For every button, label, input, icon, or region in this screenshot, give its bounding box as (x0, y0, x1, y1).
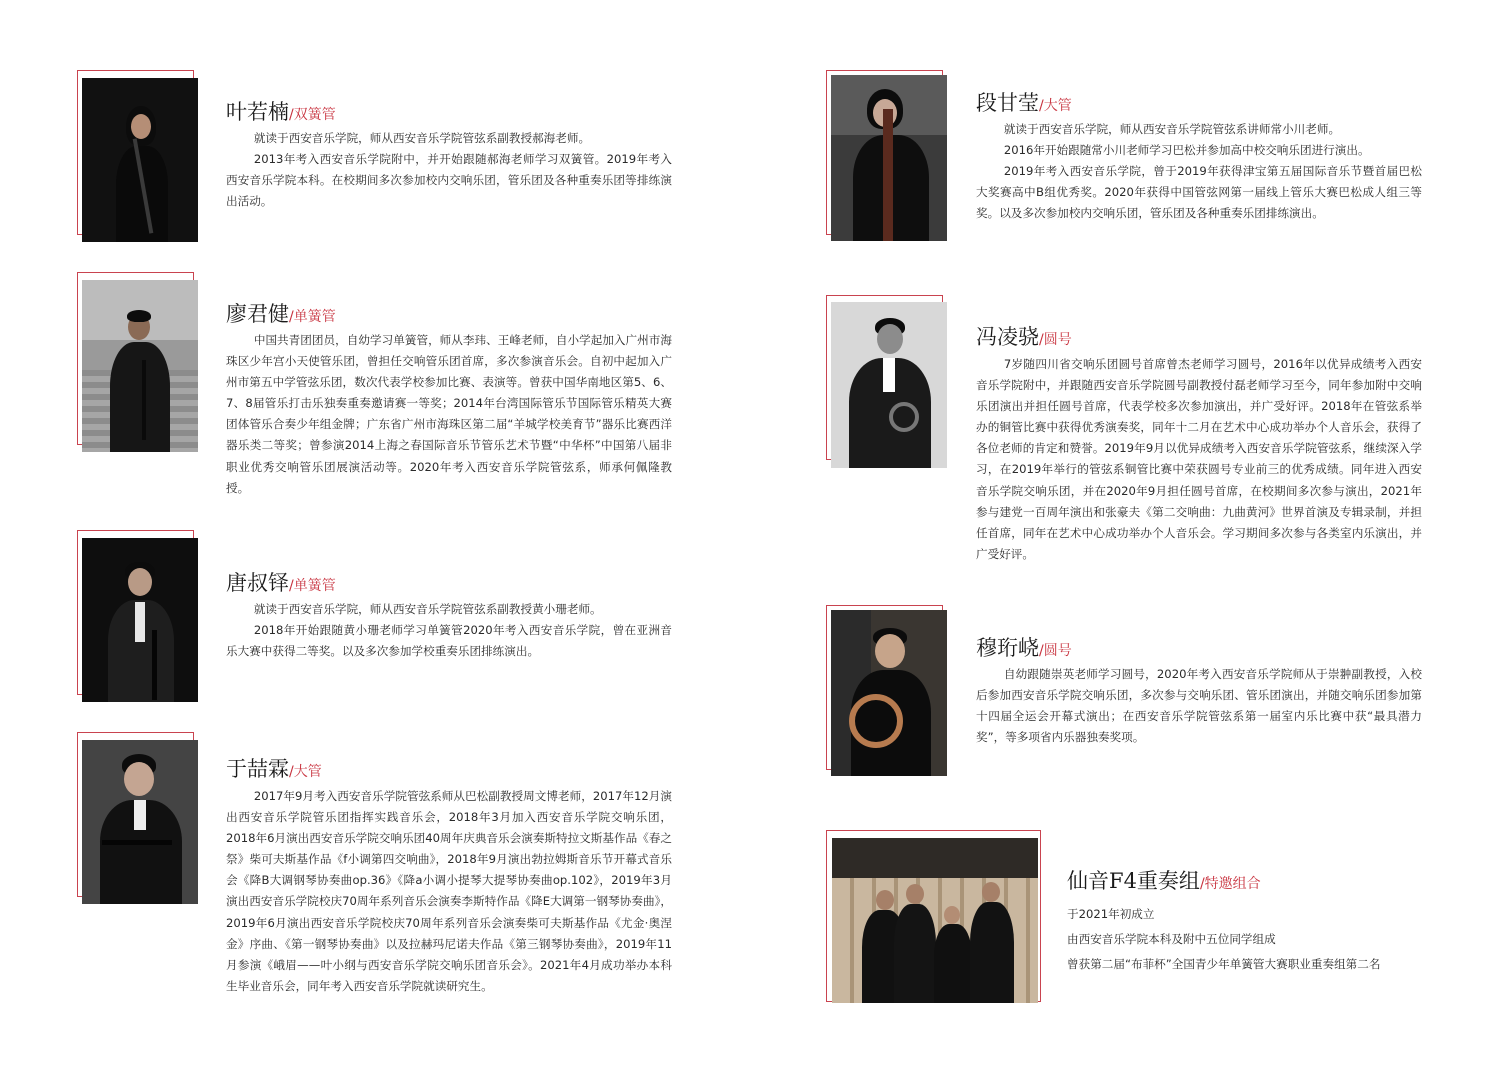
name-line (1067, 865, 1261, 895)
bio-paragraph: 就读于西安音乐学院，师从西安音乐学院管弦系副教授郝海老师。 (253, 131, 591, 145)
bio-text (226, 330, 672, 499)
ensemble-label: 特邀组合 (1204, 876, 1261, 892)
separator: / (289, 107, 294, 123)
instrument-label: 单簧管 (293, 309, 336, 325)
separator: / (289, 309, 294, 325)
name-line (976, 632, 1072, 662)
bio-text (1067, 902, 1447, 977)
separator: / (289, 764, 294, 780)
bio-line: 由西安音乐学院本科及附中五位同学组成 (1067, 932, 1276, 946)
name-line (226, 96, 336, 126)
instrument-label: 双簧管 (293, 107, 336, 123)
instrument-label: 大管 (293, 764, 322, 780)
name-line (226, 753, 322, 783)
name-line (976, 321, 1072, 351)
ensemble-name: 仙音F4重奏组 (1067, 869, 1200, 893)
bio-text (976, 119, 1422, 224)
portrait-photo (831, 75, 947, 241)
bio-text (976, 664, 1422, 748)
name-line (226, 298, 336, 328)
portrait-photo (831, 610, 947, 776)
performer-name: 于喆霖 (226, 757, 289, 781)
bio-paragraph: 中国共青团团员，自幼学习单簧管，师从李玮、王峰老师，自小学起加入广州市海珠区少年宫小天使管乐团，曾担任交响管乐团首席，多次参演音乐会。自初中起加入广州市第五中学管弦乐团，数次代表学校参加比赛、表演等。曾获中国华南地区第5、6、7、8届管乐打击乐独奏重奏邀请赛一等奖；2014年台湾国际管乐节国际管乐精英大赛团体管乐合奏少年组金牌；广东省广州市海珠区第二届“羊城学校美育节”器乐比赛西洋器乐类二等奖；曾参演2014上海之春国际音乐节管乐艺术节暨“中华杯”中国第八届非职业优秀交响管乐团展演活动等。2020年考入西安音乐学院管弦系，师承何佩隆教授。 (226, 333, 672, 495)
name-line (226, 567, 336, 597)
bio-paragraph: 2018年开始跟随黄小珊老师学习单簧管2020年考入西安音乐学院，曾在亚洲音乐大赛中获得二等奖。以及多次参加学校重奏乐团排练演出。 (226, 623, 672, 659)
bio-paragraph: 2017年9月考入西安音乐学院管弦系师从巴松副教授周文博老师，2017年12月演出西安音乐学院管乐团指挥实践音乐会，2018年3月加入西安音乐学院交响乐团，2018年6月演出西安音乐学院交响乐团40周年庆典音乐会演奏斯特拉文斯基作品《春之祭》柴可夫斯基作品《f小调第四交响曲》，2018年9月演出勃拉姆斯音乐节开幕式音乐会《降B大调钢琴协奏曲op.36》《降a小调小提琴大提琴协奏曲op.102》，2019年3月演出西安音乐学院校庆70周年系列音乐会演奏李斯特作品《降E大调第一钢琴协奏曲》，2019年6月演出西安音乐学院校庆70周年系列音乐会演奏柴可夫斯基作品《尤金·奥涅金》序曲、《第一钢琴协奏曲》以及拉赫玛尼诺夫作品《第三钢琴协奏曲》，2019年11月参演《峨眉——叶小纲与西安音乐学院交响乐团音乐会》。2021年4月成功举办本科生毕业音乐会，同年考入西安音乐学院就读研究生。 (226, 789, 672, 993)
bio-text (976, 354, 1422, 565)
separator: / (1199, 876, 1205, 892)
portrait-photo (82, 740, 198, 904)
bio-paragraph: 2016年开始跟随常小川老师学习巴松并参加高中校交响乐团进行演出。 (1003, 143, 1370, 158)
name-line (976, 87, 1072, 117)
instrument-label: 大管 (1043, 98, 1072, 114)
bio-text (226, 599, 672, 662)
bio-paragraph: 2019年考入西安音乐学院，曾于2019年获得津宝第五届国际音乐节暨首届巴松大奖赛高中B组优秀奖。2020年获得中国管弦网第一届线上管乐大赛巴松成人组三等奖。以及多次参加校内交响乐团，管乐团及各种重奏乐团排练演出。 (976, 164, 1422, 221)
performer-name: 廖君健 (226, 302, 289, 326)
performer-name: 冯凌骁 (976, 325, 1039, 349)
ensemble-photo (832, 838, 1038, 1003)
bio-paragraph: 7岁随四川省交响乐团圆号首席曾杰老师学习圆号，2016年以优异成绩考入西安音乐学院附中，并跟随西安音乐学院圆号副教授付磊老师学习至今，同年参加附中交响乐团演出并担任圆号首席，代表学校多次参加演出，并广受好评。2018年在管弦系举办的铜管比赛中获得优秀演奏奖，同年十二月在艺术中心成功举办个人音乐会，获得了各位老师的肯定和赞誉。2019年9月以优异成绩考入西安音乐学院管弦系，继续深入学习，在2019年举行的管弦系铜管比赛中荣获圆号专业前三的优秀成绩。同年进入西安音乐学院交响乐团，并在2020年9月担任圆号首席，在校期间多次参与演出，2021年参与建党一百周年演出和张豪夫《第二交响曲：九曲黄河》世界首演及专辑录制，并担任首席，同年在艺术中心成功举办个人音乐会。学习期间多次参与各类室内乐演出，并广受好评。 (976, 357, 1422, 561)
instrument-label: 单簧管 (293, 578, 336, 594)
bio-text (226, 786, 672, 997)
bio-paragraph: 自幼跟随崇英老师学习圆号，2020年考入西安音乐学院师从于崇翀副教授，入校后参加西安音乐学院交响乐团，多次参与交响乐团、管乐团演出，并随交响乐团参加第十四届全运会开幕式演出；在西安音乐学院管弦系第一届室内乐比赛中获“最具潜力奖”，等多项省内乐器独奏奖项。 (976, 667, 1422, 745)
separator: / (1039, 332, 1044, 348)
portrait-photo (82, 78, 198, 242)
portrait-photo (82, 280, 198, 452)
separator: / (1039, 643, 1044, 659)
separator: / (289, 578, 294, 594)
bio-line: 曾获第二届“布菲杯”全国青少年单簧管大赛职业重奏组第二名 (1067, 957, 1381, 971)
performer-name: 穆珩峣 (976, 636, 1039, 660)
bio-paragraph: 就读于西安音乐学院，师从西安音乐学院管弦系副教授黄小珊老师。 (253, 602, 602, 616)
instrument-label: 圆号 (1043, 332, 1072, 348)
performer-name: 叶若楠 (226, 100, 289, 124)
bio-line: 于2021年初成立 (1067, 907, 1155, 921)
bio-paragraph: 2013年考入西安音乐学院附中，并开始跟随郝海老师学习双簧管。2019年考入西安音乐学院本科。在校期间多次参加校内交响乐团，管乐团及各种重奏乐团等排练演出活动。 (226, 152, 672, 209)
bio-paragraph: 就读于西安音乐学院，师从西安音乐学院管弦系讲师常小川老师。 (1003, 122, 1341, 136)
instrument-label: 圆号 (1043, 643, 1072, 659)
performer-name: 段甘莹 (976, 91, 1039, 115)
bio-text (226, 128, 672, 212)
portrait-photo (831, 302, 947, 468)
separator: / (1039, 98, 1044, 114)
performer-name: 唐叔铎 (226, 571, 289, 595)
portrait-photo (82, 538, 198, 702)
